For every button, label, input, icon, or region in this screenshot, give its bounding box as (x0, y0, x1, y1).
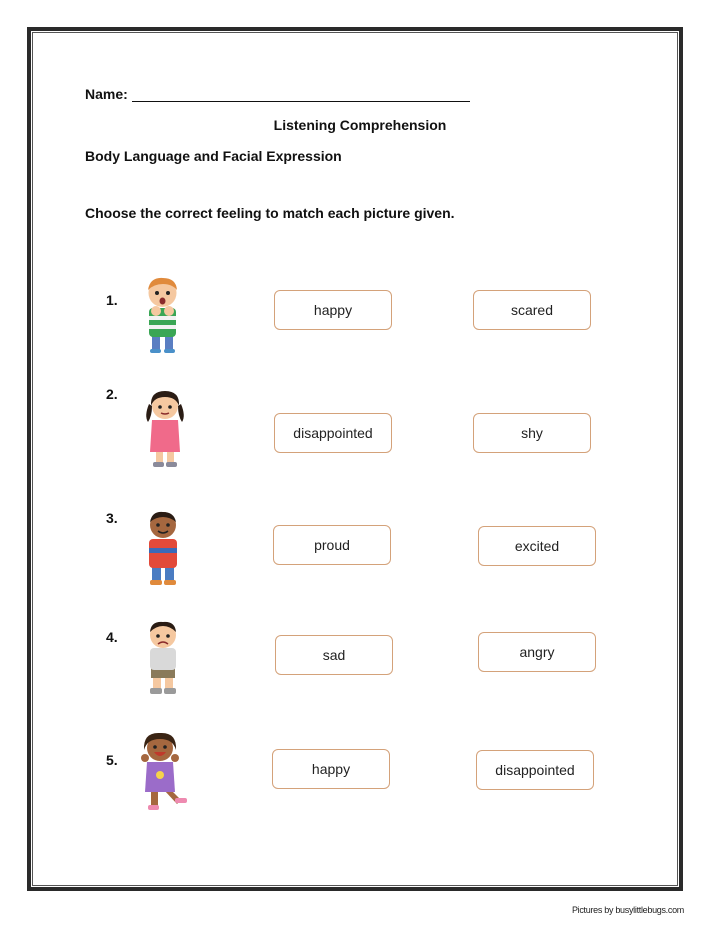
shy-girl-icon (140, 388, 190, 470)
option-button[interactable]: scared (473, 290, 591, 330)
question-number: 5. (106, 752, 118, 768)
question-number: 2. (106, 386, 118, 402)
option-button[interactable]: shy (473, 413, 591, 453)
option-button[interactable]: happy (272, 749, 390, 789)
worried-boy-icon (138, 275, 188, 355)
option-button[interactable]: proud (273, 525, 391, 565)
worksheet-instructions: Choose the correct feeling to match each picture given. (85, 205, 455, 221)
name-field-line[interactable] (132, 87, 470, 102)
credit-text: Pictures by busylittlebugs.com (571, 905, 684, 915)
name-row (85, 86, 470, 102)
option-button[interactable]: disappointed (476, 750, 594, 790)
question-number: 3. (106, 510, 118, 526)
option-button[interactable]: happy (274, 290, 392, 330)
question-number: 1. (106, 292, 118, 308)
proud-boy-icon (138, 508, 188, 588)
option-button[interactable]: excited (478, 526, 596, 566)
sad-boy-icon (138, 618, 188, 698)
question-number: 4. (106, 629, 118, 645)
option-button[interactable]: sad (275, 635, 393, 675)
name-label: Name: (85, 86, 128, 102)
worksheet-title: Listening Comprehension (273, 117, 447, 133)
option-button[interactable]: angry (478, 632, 596, 672)
option-button[interactable]: disappointed (274, 413, 392, 453)
worksheet-subtitle: Body Language and Facial Expression (85, 148, 342, 164)
happy-girl-icon (135, 730, 193, 814)
